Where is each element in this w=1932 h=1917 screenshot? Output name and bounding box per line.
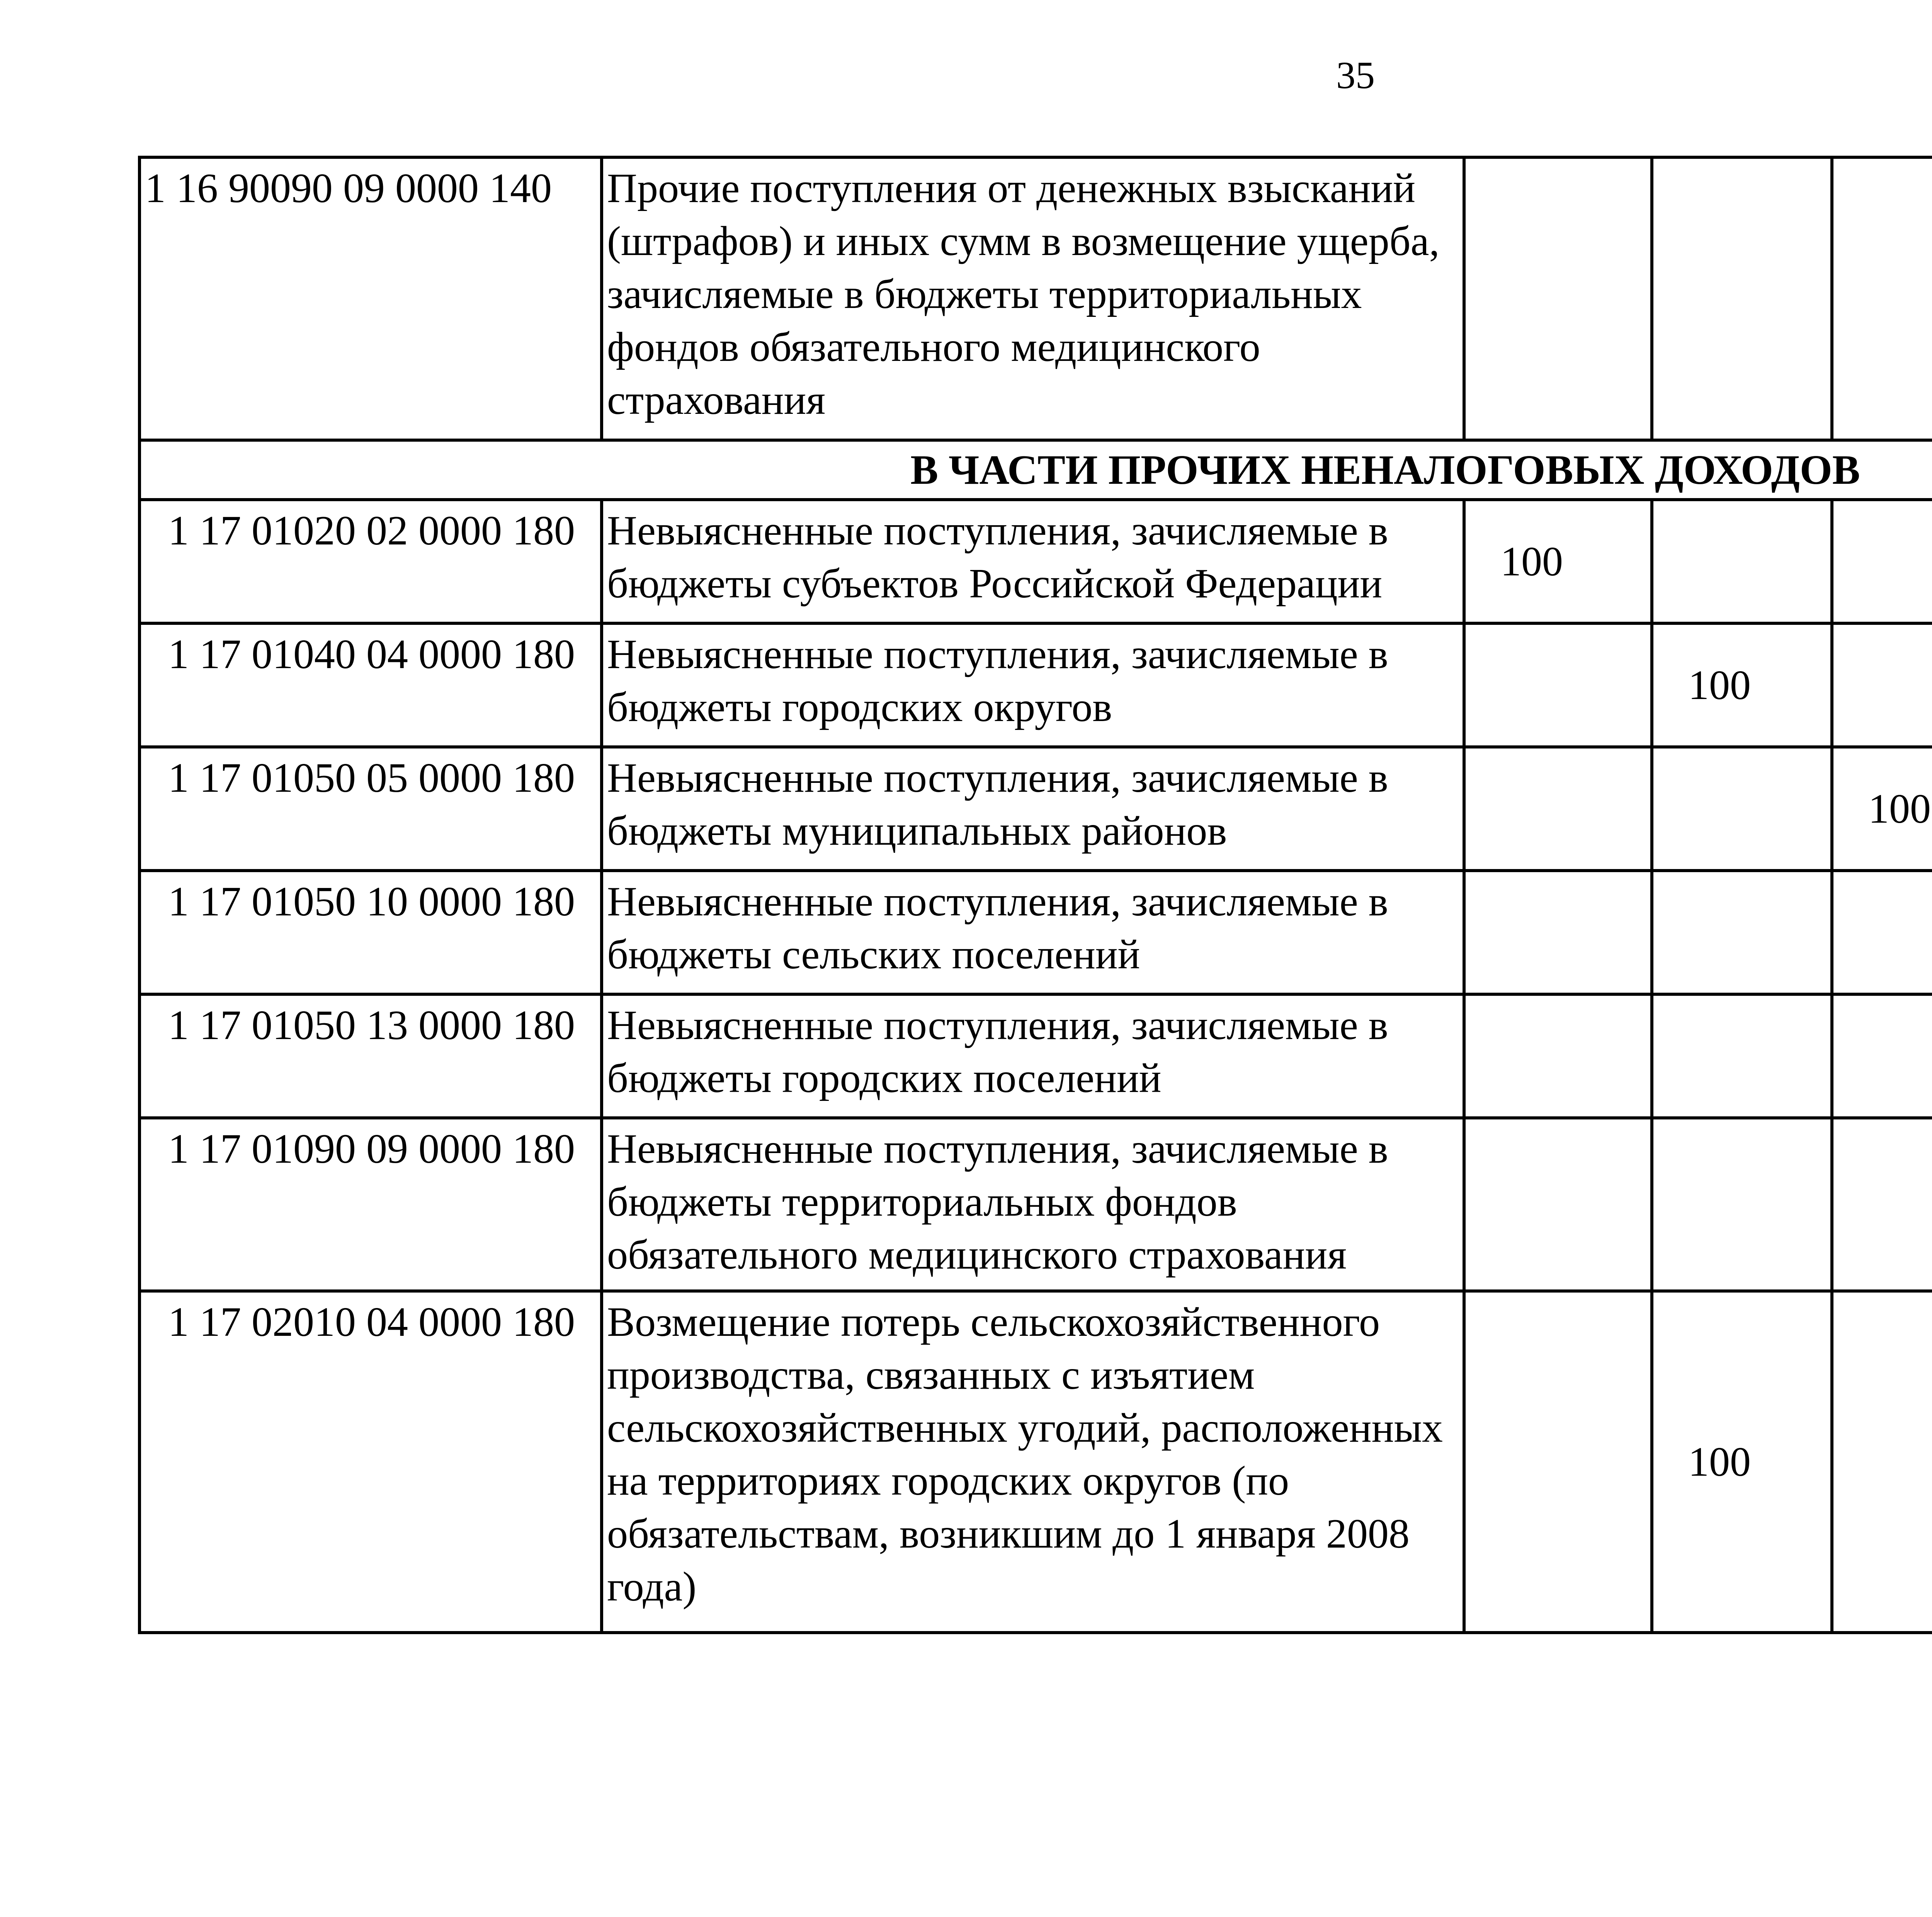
table-row bbox=[139, 623, 1932, 747]
value-cell bbox=[1832, 1118, 1932, 1291]
description-cell: Невыясненные поступления, зачисляемые в бюджеты субъектов Российской Федерации bbox=[602, 500, 1464, 623]
value-cell bbox=[1464, 1291, 1652, 1633]
description-cell: Прочие поступления от денежных взысканий (штрафов) и иных сумм в возмещение ущерба, зачисляемые в бюджеты территориальных фондов обязательного медицинского страхования bbox=[602, 157, 1464, 440]
value-cell bbox=[1832, 623, 1932, 747]
budget-code-cell: 1 17 01050 05 0000 180 bbox=[139, 747, 602, 871]
revenue-distribution-table bbox=[138, 156, 1932, 1634]
budget-code-cell: 1 17 01050 10 0000 180 bbox=[139, 871, 602, 994]
value-cell bbox=[1652, 157, 1832, 440]
page-number: 35 bbox=[1336, 54, 1375, 97]
budget-code-cell: 1 17 02010 04 0000 180 bbox=[139, 1291, 602, 1633]
description-cell: Невыясненные поступления, зачисляемые в бюджеты территориальных фондов обязательного медицинского страхования bbox=[602, 1118, 1464, 1291]
description-cell: Невыясненные поступления, зачисляемые в бюджеты городских поселений bbox=[602, 994, 1464, 1118]
table-row bbox=[139, 1118, 1932, 1291]
description-cell: Невыясненные поступления, зачисляемые в бюджеты городских округов bbox=[602, 623, 1464, 747]
value-cell bbox=[1832, 871, 1932, 994]
table-row bbox=[139, 157, 1932, 440]
value-cell bbox=[1652, 871, 1832, 994]
value-cell bbox=[1652, 500, 1832, 623]
section-title: В ЧАСТИ ПРОЧИХ НЕНАЛОГОВЫХ ДОХОДОВ bbox=[139, 440, 1932, 500]
value-cell bbox=[1464, 623, 1652, 747]
table-row bbox=[139, 500, 1932, 623]
budget-code-cell: 1 17 01050 13 0000 180 bbox=[139, 994, 602, 1118]
description-cell: Невыясненные поступления, зачисляемые в бюджеты муниципальных районов bbox=[602, 747, 1464, 871]
section-header-row bbox=[139, 440, 1932, 500]
value-cell bbox=[1832, 500, 1932, 623]
description-cell: Невыясненные поступления, зачисляемые в бюджеты сельских поселений bbox=[602, 871, 1464, 994]
value-cell: 100 bbox=[1652, 623, 1832, 747]
value-cell bbox=[1464, 157, 1652, 440]
value-cell bbox=[1832, 994, 1932, 1118]
budget-code-cell: 1 16 90090 09 0000 140 bbox=[139, 157, 602, 440]
value-cell: 100 bbox=[1464, 500, 1652, 623]
description-cell: Возмещение потерь сельскохозяйственного производства, связанных с изъятием сельскохозяйственных угодий, расположенных на территориях городских округов (по обязательствам, возникшим до 1 января 2008 года) bbox=[602, 1291, 1464, 1633]
table-row bbox=[139, 747, 1932, 871]
table-row bbox=[139, 994, 1932, 1118]
table-row bbox=[139, 1291, 1932, 1633]
budget-code-cell: 1 17 01020 02 0000 180 bbox=[139, 500, 602, 623]
value-cell bbox=[1464, 1118, 1652, 1291]
value-cell bbox=[1652, 747, 1832, 871]
value-cell bbox=[1464, 994, 1652, 1118]
value-cell bbox=[1832, 1291, 1932, 1633]
value-cell bbox=[1464, 871, 1652, 994]
value-cell bbox=[1832, 157, 1932, 440]
table-row bbox=[139, 871, 1932, 994]
value-cell bbox=[1464, 747, 1652, 871]
value-cell bbox=[1652, 994, 1832, 1118]
budget-code-cell: 1 17 01090 09 0000 180 bbox=[139, 1118, 602, 1291]
value-cell bbox=[1652, 1118, 1832, 1291]
value-cell: 100 bbox=[1832, 747, 1932, 871]
value-cell: 100 bbox=[1652, 1291, 1832, 1633]
budget-code-cell: 1 17 01040 04 0000 180 bbox=[139, 623, 602, 747]
